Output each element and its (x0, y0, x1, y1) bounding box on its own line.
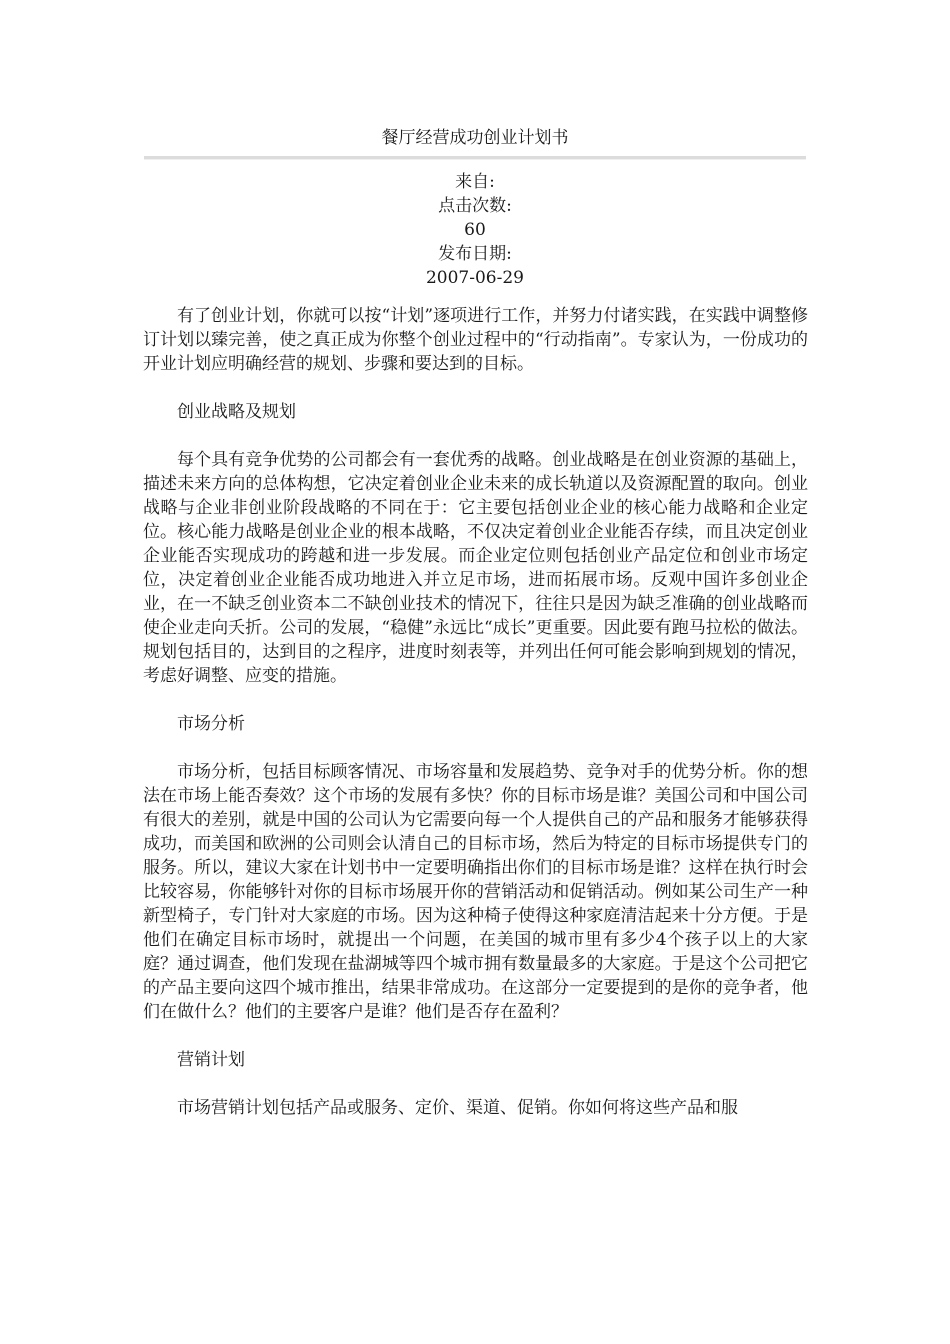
marketing-paragraph: 市场营销计划包括产品或服务、定价、渠道、促销。你如何将这些产品和服 (177, 1098, 738, 1118)
strategy-paragraph: 每个具有竞争优势的公司都会有一套优秀的战略。创业战略是在创业资源的基础上，描述未来方向的总体构想，它决定着创业企业未来的成长轨道以及资源配置的取向。创业战略与企业非创业阶段战略的不同在于：它主要包括创业企业的核心能力战略和企业定位。核心能力战略是创业企业的根本战略，不仅决定着创业企业能否存续，而且决定创业企业能否实现成功的跨越和进一步发展。而企业定位则包括创业产品定位和创业市场定位，决定着创业企业能否成功地进入并立足市场，进而拓展市场。反观中国许多创业企业，在一不缺乏创业资本二不缺创业技术的情况下，往往只是因为缺乏准确的创业战略而使企业走向夭折。公司的发展，“稳健”永远比“成长”更重要。因此要有跑马拉松的做法。规划包括目的，达到目的之程序，进度时刻表等，并列出任何可能会影响到规划的情况，考虑好调整、应变的措施。 (143, 450, 808, 686)
document-meta (0, 170, 950, 290)
date-value: 2007-06-29 (425, 268, 524, 288)
market-paragraph: 市场分析，包括目标顾客情况、市场容量和发展趋势、竞争对手的优势分析。你的想法在市场上能否奏效？这个市场的发展有多快？你的目标市场是谁？美国公司和中国公司有很大的差别，就是中国的公司认为它需要向每一个人提供自己的产品和服务才能够获得成功，而美国和欧洲的公司则会认清自己的目标市场，然后为特定的目标市场提供专门的服务。所以，建议大家在计划书中一定要明确指出你们的目标市场是谁？这样在执行时会比较容易，你能够针对你的目标市场展开你的营销活动和促销活动。例如某公司生产一种新型椅子，专门针对大家庭的市场。因为这种椅子使得这种家庭清洁起来十分方便。于是他们在确定目标市场时，就提出一个问题，在美国的城市里有多少4个孩子以上的大家庭？通过调查，他们发现在盐湖城等四个城市拥有数量最多的大家庭。于是这个公司把它的产品主要向这四个城市推出，结果非常成功。在这部分一定要提到的是你的竞争者，他们在做什么？他们的主要客户是谁？他们是否存在盈利？ (143, 762, 808, 1022)
title-divider (144, 156, 806, 160)
clicks-value: 60 (464, 220, 486, 240)
date-label: 发布日期: (438, 244, 512, 264)
source-label: 来自: (455, 172, 495, 192)
clicks-label: 点击次数: (438, 196, 512, 216)
section-heading-market: 市场分析 (177, 714, 245, 734)
document-title: 餐厅经营成功创业计划书 (381, 128, 569, 148)
document-body (143, 304, 808, 1120)
section-heading-marketing: 营销计划 (177, 1050, 245, 1070)
intro-paragraph: 有了创业计划，你就可以按“计划”逐项进行工作，并努力付诸实践，在实践中调整修订计划以臻完善，使之真正成为你整个创业过程中的“行动指南”。专家认为，一份成功的开业计划应明确经营的规划、步骤和要达到的目标。 (143, 306, 808, 374)
section-heading-strategy: 创业战略及规划 (177, 402, 296, 422)
